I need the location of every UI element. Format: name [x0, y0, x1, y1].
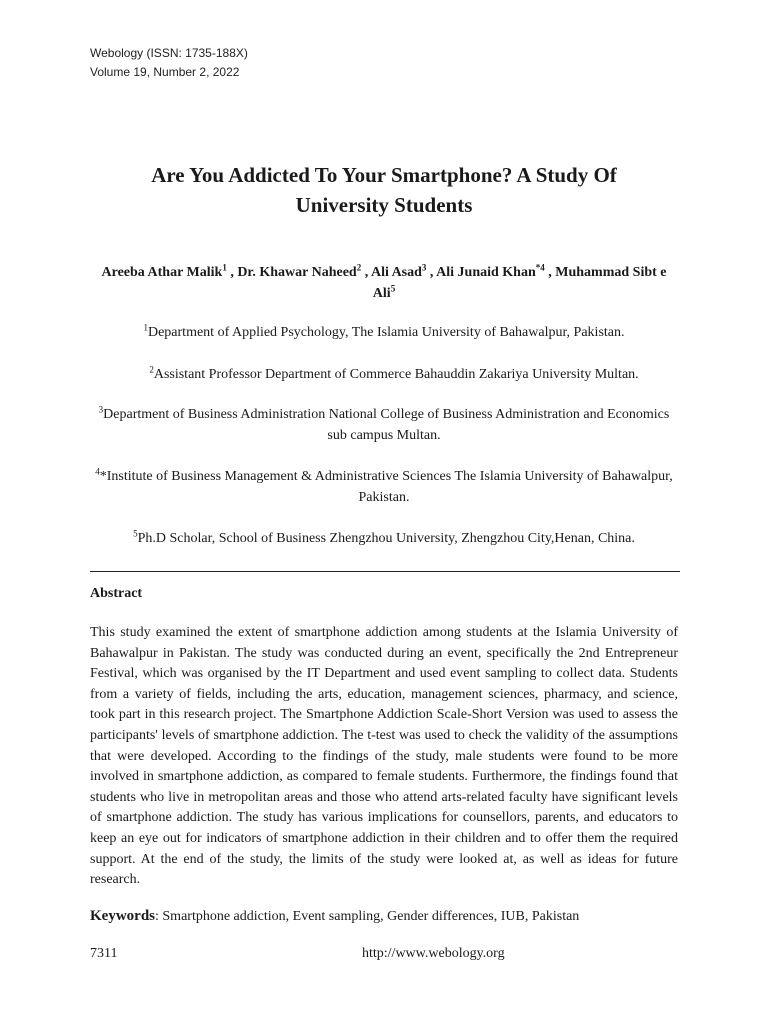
- affiliation-5: [90, 528, 678, 549]
- affiliation-text: Department of Applied Psychology, The Islamia University of Bahawalpur, Pakistan.: [147, 325, 625, 340]
- author-separator: ,: [361, 265, 371, 280]
- abstract-body: This study examined the extent of smartphone addiction among students at the Islamia University of Bahawalpur in Pakistan. The study was conducted during an event, specifically the 2nd Entrepreneur Festival, which was organised by the IT Department and used event sampling to collect data. Students from a variety of fields, including the arts, education, management sciences, pharmacy, and science, took part in this research project. The Smartphone Addiction Scale-Short Version was used to assess the participants' levels of smartphone addiction. The t-test was used to check the validity of the assumptions that were developed. According to the findings of the study, male students were found to be more involved in smartphone addiction, as compared to female students. Furthermore, the findings found that students who live in metropolitan areas and those who attend arts-related faculty have significant levels of smartphone addiction. The study has various implications for counsellors, parents, and educators to keep an eye out for indicators of smartphone addiction in their children and to offer them the required support. At the end of the study, the limits of the study were looked at, as well as ideas for future research.: [90, 625, 678, 888]
- author-list: [90, 262, 678, 304]
- keywords-text: : Smartphone addiction, Event sampling, Gender differences, IUB, Pakistan: [155, 909, 580, 924]
- author-separator: ,: [544, 265, 556, 280]
- author-name: Dr. Khawar Naheed: [237, 265, 357, 280]
- author-superscript: 1: [222, 262, 227, 273]
- author-separator: ,: [226, 265, 238, 280]
- paper-title: [90, 160, 678, 220]
- affiliation-1: [90, 322, 678, 343]
- abstract-heading: Abstract: [90, 586, 143, 601]
- affiliation-text: *Institute of Business Management & Administrative Sciences The Islamia University of Bahawalpur, Pakistan.: [99, 469, 673, 505]
- affiliation-text: Ph.D Scholar, School of Business Zhengzhou University, Zhengzhou City,Henan, China.: [137, 531, 635, 546]
- affiliation-3: [90, 404, 678, 446]
- author-superscript: *4: [535, 262, 545, 273]
- author-superscript: 2: [356, 262, 362, 273]
- title-line-1: Are You Addicted To Your Smartphone? A Study Of: [151, 163, 617, 187]
- section-divider: [90, 571, 680, 572]
- affiliation-superscript: 1: [143, 322, 148, 333]
- keywords-line: [90, 905, 678, 928]
- affiliation-superscript: 2: [149, 364, 154, 375]
- author-name: Muhammad Sibt e Ali: [372, 265, 667, 301]
- affiliation-text: Assistant Professor Department of Commerce Bahauddin Zakariya University Multan.: [153, 367, 639, 382]
- affiliation-superscript: 4: [95, 466, 100, 477]
- affiliation-4: [90, 466, 678, 508]
- journal-name: Webology (ISSN: 1735-188X): [90, 46, 248, 60]
- author-superscript: 3: [421, 262, 427, 273]
- page-number: 7311: [90, 946, 118, 961]
- author-name: Areeba Athar Malik: [101, 265, 223, 280]
- affiliation-2: [90, 364, 678, 385]
- author-separator: ,: [426, 265, 437, 280]
- author-superscript: 5: [390, 283, 396, 294]
- journal-header: [90, 44, 248, 82]
- journal-url: http://www.webology.org: [362, 946, 505, 961]
- affiliation-superscript: 3: [98, 404, 104, 415]
- title-line-2: University Students: [295, 193, 473, 217]
- author-name: Ali Asad: [370, 265, 422, 280]
- affiliation-text: Department of Business Administration National College of Business Administration and Economics sub campus Multan.: [103, 407, 670, 443]
- keywords-label: Keywords: [90, 908, 155, 924]
- author-name: Ali Junaid Khan: [436, 265, 536, 280]
- journal-volume: Volume 19, Number 2, 2022: [90, 65, 240, 79]
- affiliation-superscript: 5: [133, 528, 138, 539]
